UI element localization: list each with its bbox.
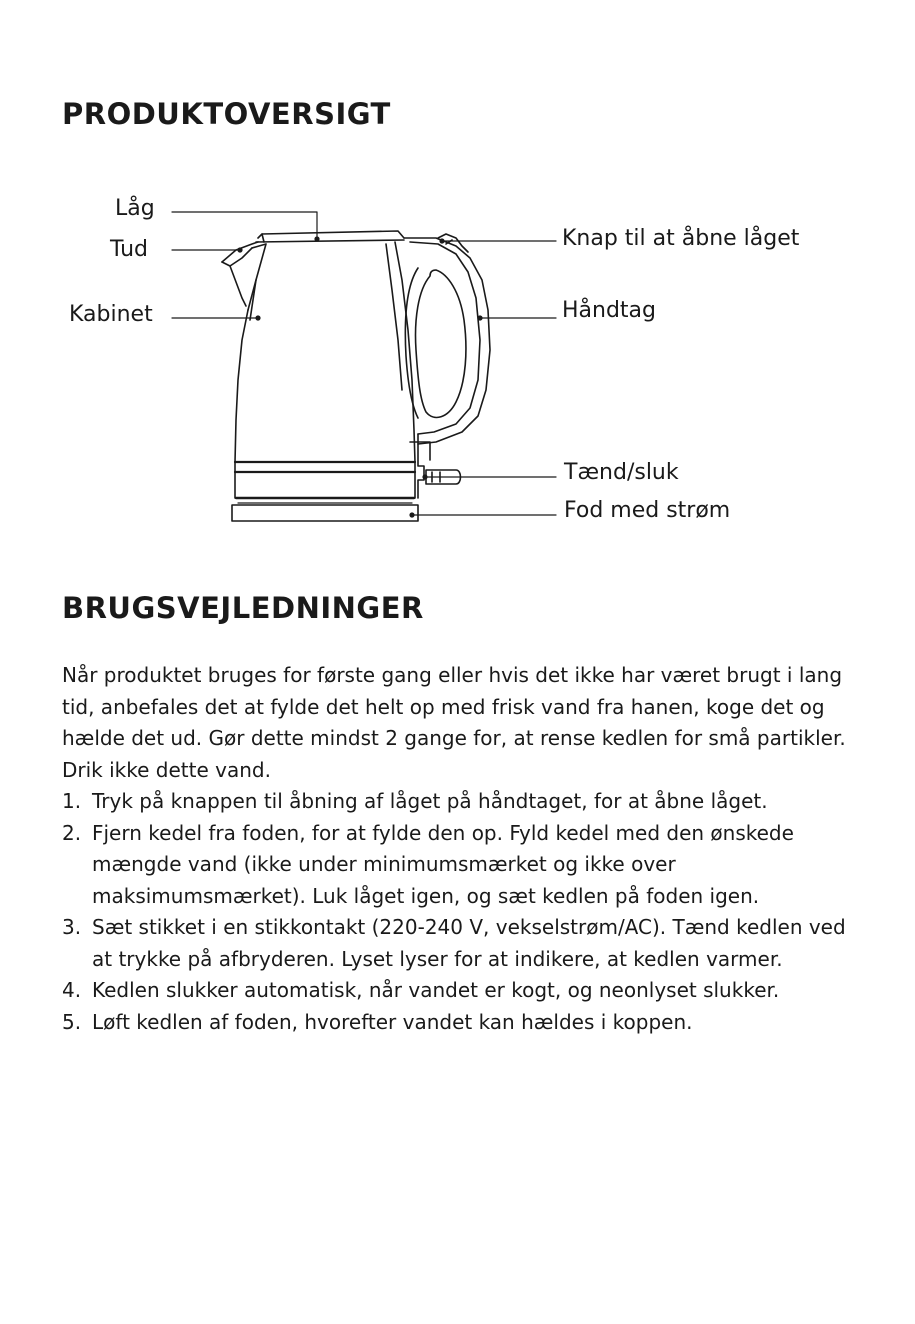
list-item	[62, 912, 862, 975]
kettle-illustration	[0, 180, 915, 540]
list-item	[62, 818, 862, 913]
label-lid-button: Knap til at åbne låget	[562, 226, 800, 251]
instructions-body	[62, 660, 862, 1038]
step-text: Kedlen slukker automatisk, når vandet er kogt, og neonlyset slukker.	[92, 978, 780, 1002]
intro-paragraph: Når produktet bruges for første gang eller hvis det ikke har været brugt i lang tid, anbefales det at fylde det helt op med frisk vand fra hanen, koge det og hælde det ud. Gør dette mindst 2 gange for, at rense kedlen for små partikler. Drik ikke dette vand.	[62, 663, 846, 782]
kettle-diagram	[0, 180, 915, 540]
label-lid: Låg	[115, 196, 155, 221]
leader-lines	[172, 212, 556, 515]
steps-list	[62, 786, 862, 1038]
label-switch: Tænd/sluk	[564, 460, 679, 485]
step-number: 2.	[62, 820, 82, 845]
list-item	[62, 786, 862, 818]
label-handle: Håndtag	[562, 298, 657, 323]
label-base: Fod med strøm	[564, 498, 731, 523]
section-title-instructions: BRUGSVEJLEDNINGER	[62, 591, 424, 625]
section-title-overview: PRODUKTOVERSIGT	[62, 97, 391, 131]
list-item	[62, 1007, 862, 1039]
list-item	[62, 975, 862, 1007]
step-text: Sæt stikket i en stikkontakt (220-240 V, vekselstrøm/AC). Tænd kedlen ved at trykke på afbryderen. Lyset lyser for at indikere, at kedlen varmer.	[92, 915, 846, 971]
label-body: Kabinet	[69, 302, 153, 327]
step-text: Fjern kedel fra foden, for at fylde den op. Fyld kedel med den ønskede mængde vand (ikke under minimumsmærket og ikke over maksimumsmærket). Luk låget igen, og sæt kedlen på foden igen.	[92, 820, 794, 908]
step-number: 4.	[62, 978, 82, 1002]
step-text: Løft kedlen af foden, hvorefter vandet kan hældes i koppen.	[92, 1009, 693, 1034]
step-number: 3.	[62, 915, 82, 939]
step-number: 1.	[62, 789, 82, 813]
step-text: Tryk på knappen til åbning af låget på håndtaget, for at åbne låget.	[92, 789, 768, 813]
step-number: 5.	[62, 1009, 82, 1034]
label-spout: Tud	[110, 237, 149, 262]
